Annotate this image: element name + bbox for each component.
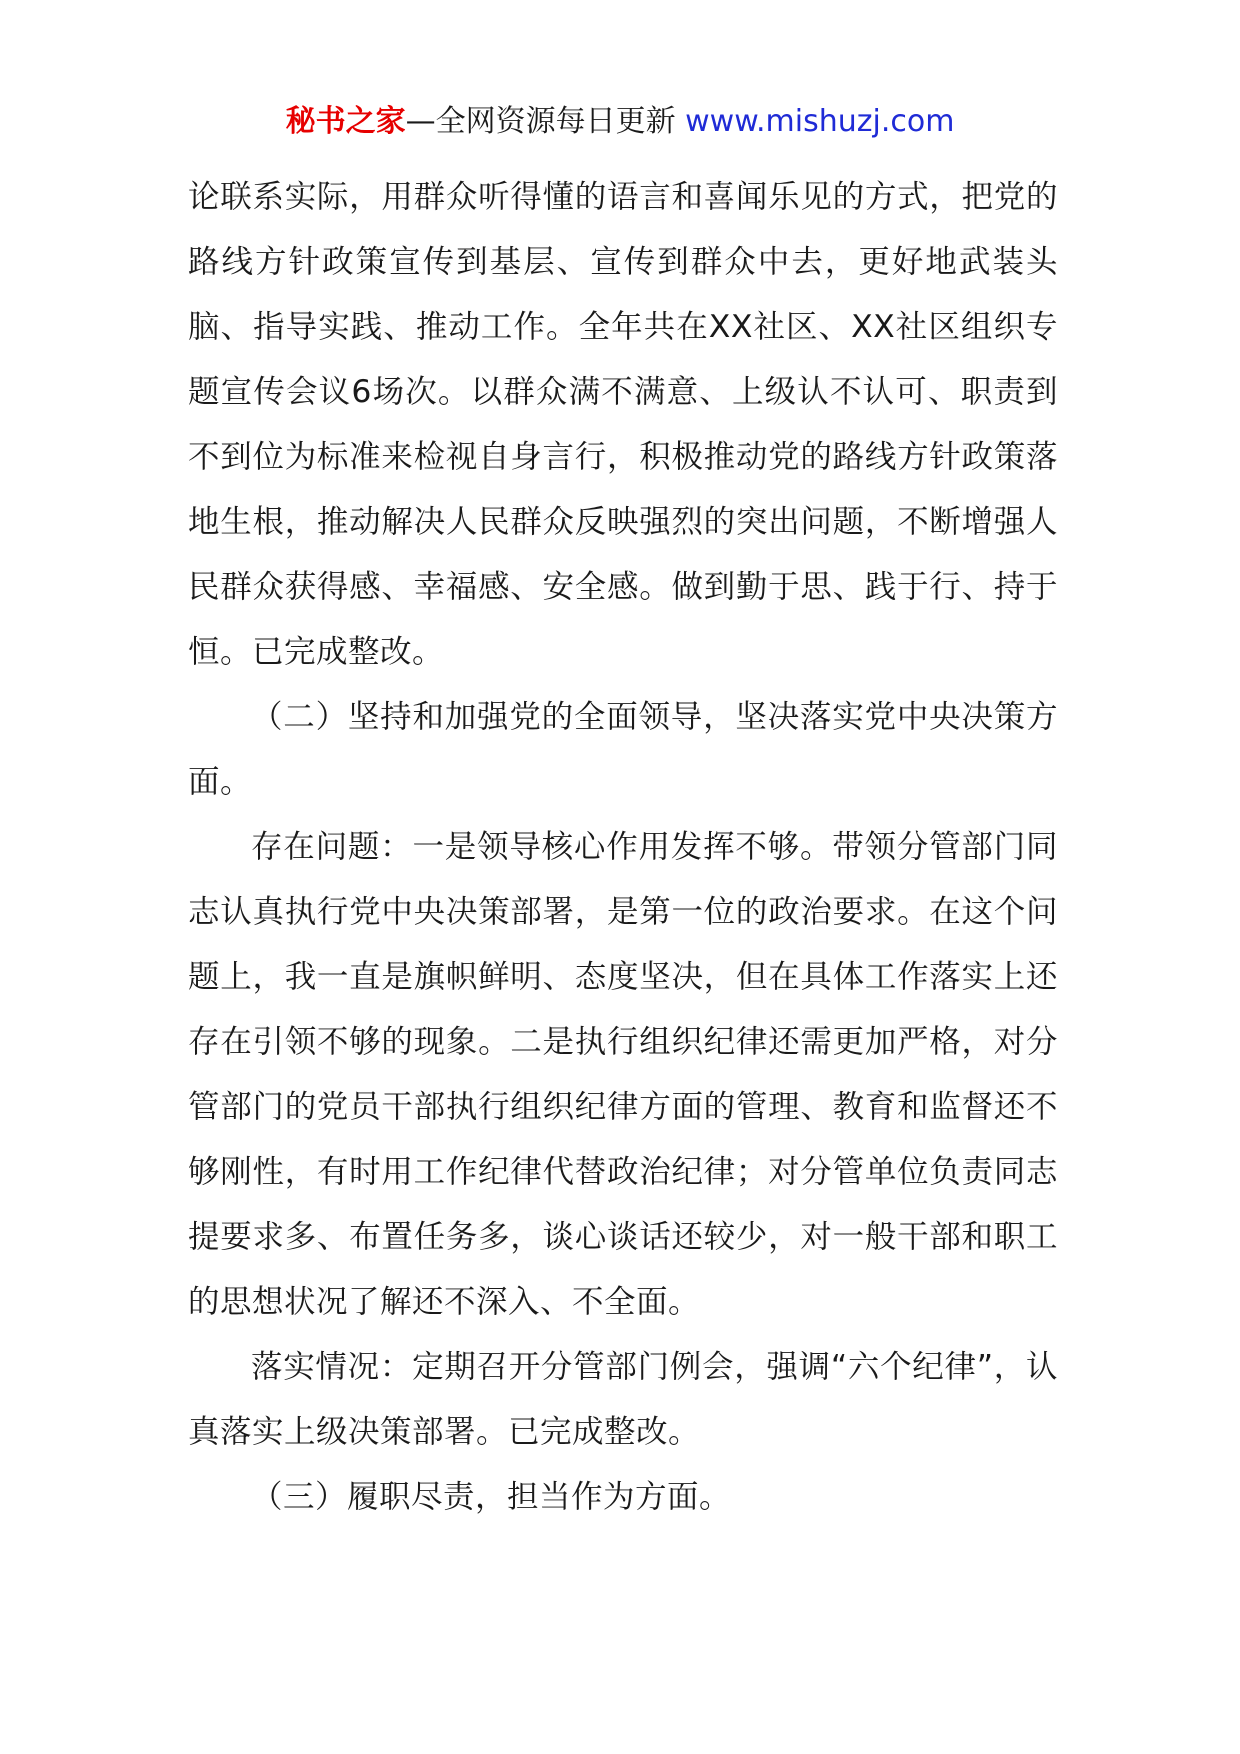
paragraph-implementation: 落实情况：定期召开分管部门例会，强调“六个纪律”，认真落实上级决策部署。已完成整改。 xyxy=(188,1349,1058,1450)
section-heading-2: （二）坚持和加强党的全面领导，坚决落实党中央决策方面。 xyxy=(188,699,1058,800)
document-body xyxy=(188,165,1058,1530)
page-header xyxy=(0,100,1240,144)
brand-name: 秘书之家 xyxy=(285,104,406,139)
section-heading-3: （三）履职尽责，担当作为方面。 xyxy=(251,1479,732,1515)
paragraph-problems: 存在问题：一是领导核心作用发挥不够。带领分管部门同志认真执行党中央决策部署，是第一位的政治要求。在这个问题上，我一直是旗帜鲜明、态度坚决，但在具体工作落实上还存在引领不够的现象。二是执行组织纪律还需更加严格，对分管部门的党员干部执行组织纪律方面的管理、教育和监督还不够刚性，有时用工作纪律代替政治纪律；对分管单位负责同志提要求多、布置任务多，谈心谈话还较少，对一般干部和职工的思想状况了解还不深入、不全面。 xyxy=(188,829,1058,1320)
site-url-link[interactable]: www.mishuzj.com xyxy=(685,104,955,139)
header-tagline: —全网资源每日更新 xyxy=(405,104,686,139)
paragraph-continuation: 论联系实际，用群众听得懂的语言和喜闻乐见的方式，把党的路线方针政策宣传到基层、宣传到群众中去，更好地武装头脑、指导实践、推动工作。全年共在XX社区、XX社区组织专题宣传会议6场次。以群众满不满意、上级认不认可、职责到不到位为标准来检视自身言行，积极推动党的路线方针政策落地生根，推动解决人民群众反映强烈的突出问题，不断增强人民群众获得感、幸福感、安全感。做到勤于思、践于行、持于恒。已完成整改。 xyxy=(188,179,1058,670)
